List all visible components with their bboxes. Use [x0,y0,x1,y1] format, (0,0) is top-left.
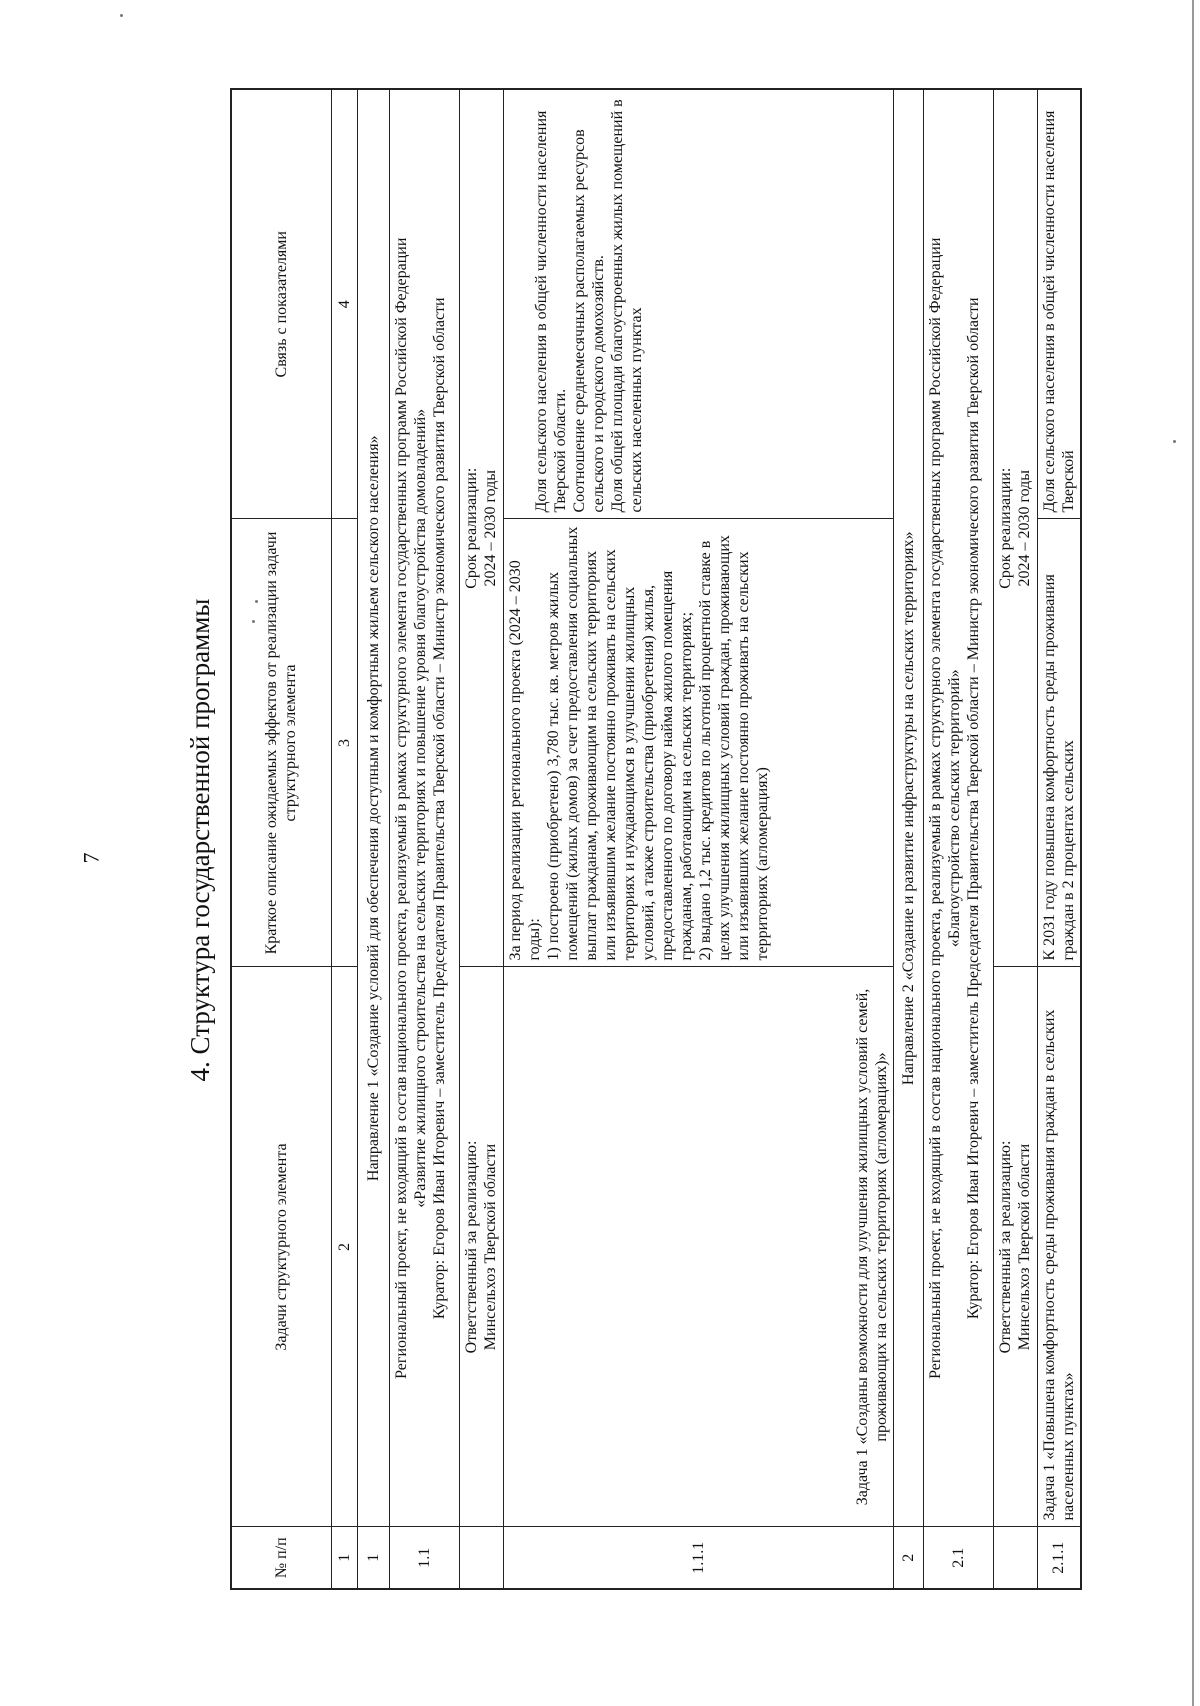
numbering-cell: 4 [331,89,357,519]
page-number: 7 [78,852,104,864]
header-number: № п/п [231,1527,331,1589]
term-value: 2024 – 2030 годы [1016,469,1033,587]
task-effects: К 2031 году повышена комфортность среды проживания граждан в 2 процентах сельских [1037,519,1081,967]
section-title: 4. Структура государственной программы [185,598,215,1082]
term-label: Срок реализации: [997,467,1014,589]
responsible-cell [993,967,1037,1527]
responsible-label: Ответственный за реализацию: [463,1140,480,1354]
rotated-page-content [170,90,1100,1590]
task-row [503,89,893,1589]
numbering-cell: 1 [331,1527,357,1589]
project-line: «Благоустройство сельских территорий» [945,669,963,948]
project-line: Региональный проект, не входящий в состав национального проекта, реализуемый в рамках структурного элемента государственных программ Российской Федерации [392,237,410,1379]
effect-paragraph: 1) построено (приобретено) 3,780 тыс. кв. метров жилых помещений (жилых домов) за счет предоставления социальных выплат гражданам, проживающим на сельских территориях или изъявившим желание постоянно проживать на сельских территориях и нуждающимся в улучшении жилищных условий, а также строительства (приобретения) жилья, предоставленного по договору найма жилого помещения гражданам, работающим на сельских территориях; [544,526,695,961]
direction-row [893,89,923,1589]
direction-title: Направление 2 «Создание и развитие инфраструктуры на сельских территориях» [893,89,923,1527]
project-description [923,89,993,1527]
direction-number: 2 [893,1527,923,1589]
term-value: 2024 – 2030 годы [482,469,499,587]
scan-speck [120,14,123,17]
project-curator: Куратор: Егоров Иван Игоревич – заместитель Председателя Правительства Тверской области – Министр экономического развития Тверской области [964,297,982,1320]
task-text: Задача 1 «Повышена комфортность среды проживания граждан в сельских населенных пунктах» [1037,967,1081,1527]
project-curator: Куратор: Егоров Иван Игоревич – заместитель Председателя Правительства Тверской области – Министр экономического развития Тверской области [430,297,448,1320]
project-row [389,89,459,1589]
term-cell [993,89,1037,967]
header-indicators: Связь с показателями [231,89,331,519]
empty-cell [993,1527,1037,1589]
indicator-item: Соотношение среднемесячных располагаемых ресурсов сельского и городского домохозяйств. [570,129,607,513]
project-line: «Развитие жилищного строительства на сельских территориях и повышение уровня благоустройства домовладений» [411,408,429,1208]
task-number: 1.1.1 [503,1527,893,1589]
effect-paragraph: 2) выдано 1,2 тыс. кредитов по льготной процентной ставке в целях улучшения жилищных условий граждан, проживающих или изъявивших желание постоянно проживать на сельских территориях (агломерациях) [696,535,771,961]
numbering-cell: 3 [331,519,357,967]
direction-number: 1 [357,1527,389,1589]
table-header-row [231,89,331,1589]
task-indicators: Доля сельского населения в общей численности населения Тверской [1037,89,1081,519]
scan-edge [1192,0,1194,1706]
empty-cell [459,1527,503,1589]
direction-title: Направление 1 «Создание условий для обеспечения доступным и комфортным жильем сельского населения» [357,89,389,1527]
scan-speck [1173,440,1176,443]
indicator-item: Доля сельского населения в общей численности населения Тверской области. [532,110,569,513]
project-line: Региональный проект, не входящий в состав национального проекта, реализуемый в рамках структурного элемента государственных программ Российской Федерации [926,237,944,1379]
term-cell [459,89,503,967]
task-effects [503,519,893,967]
responsible-cell [459,967,503,1527]
task-indicators [503,89,893,519]
task-row [1037,89,1081,1589]
project-number: 2.1 [923,1527,993,1589]
indicator-item: Доля общей площади благоустроенных жилых помещений в сельских населенных пунктах [608,99,645,513]
direction-row [357,89,389,1589]
structure-table [230,88,1082,1590]
numbering-row [331,89,357,1589]
responsible-row [993,89,1037,1589]
project-row [923,89,993,1589]
task-number: 2.1.1 [1037,1527,1081,1589]
project-number: 1.1 [389,1527,459,1589]
header-tasks: Задачи структурного элемента [231,967,331,1527]
responsible-value: Минсельхоз Тверской области [1016,1143,1033,1351]
task-text: Задача 1 «Созданы возможности для улучшения жилищных условий семей, проживающих на сельских территориях (агломерациях)» [503,967,893,1527]
responsible-row [459,89,503,1589]
project-description [389,89,459,1527]
numbering-cell: 2 [331,967,357,1527]
header-effects: Краткое описание ожидаемых эффектов от реализации задачи структурного элемента [231,519,331,967]
effect-paragraph: За период реализации регионального проекта (2024 – 2030 годы): [506,560,543,961]
term-label: Срок реализации: [463,467,480,589]
responsible-label: Ответственный за реализацию: [997,1140,1014,1354]
responsible-value: Минсельхоз Тверской области [482,1143,499,1351]
